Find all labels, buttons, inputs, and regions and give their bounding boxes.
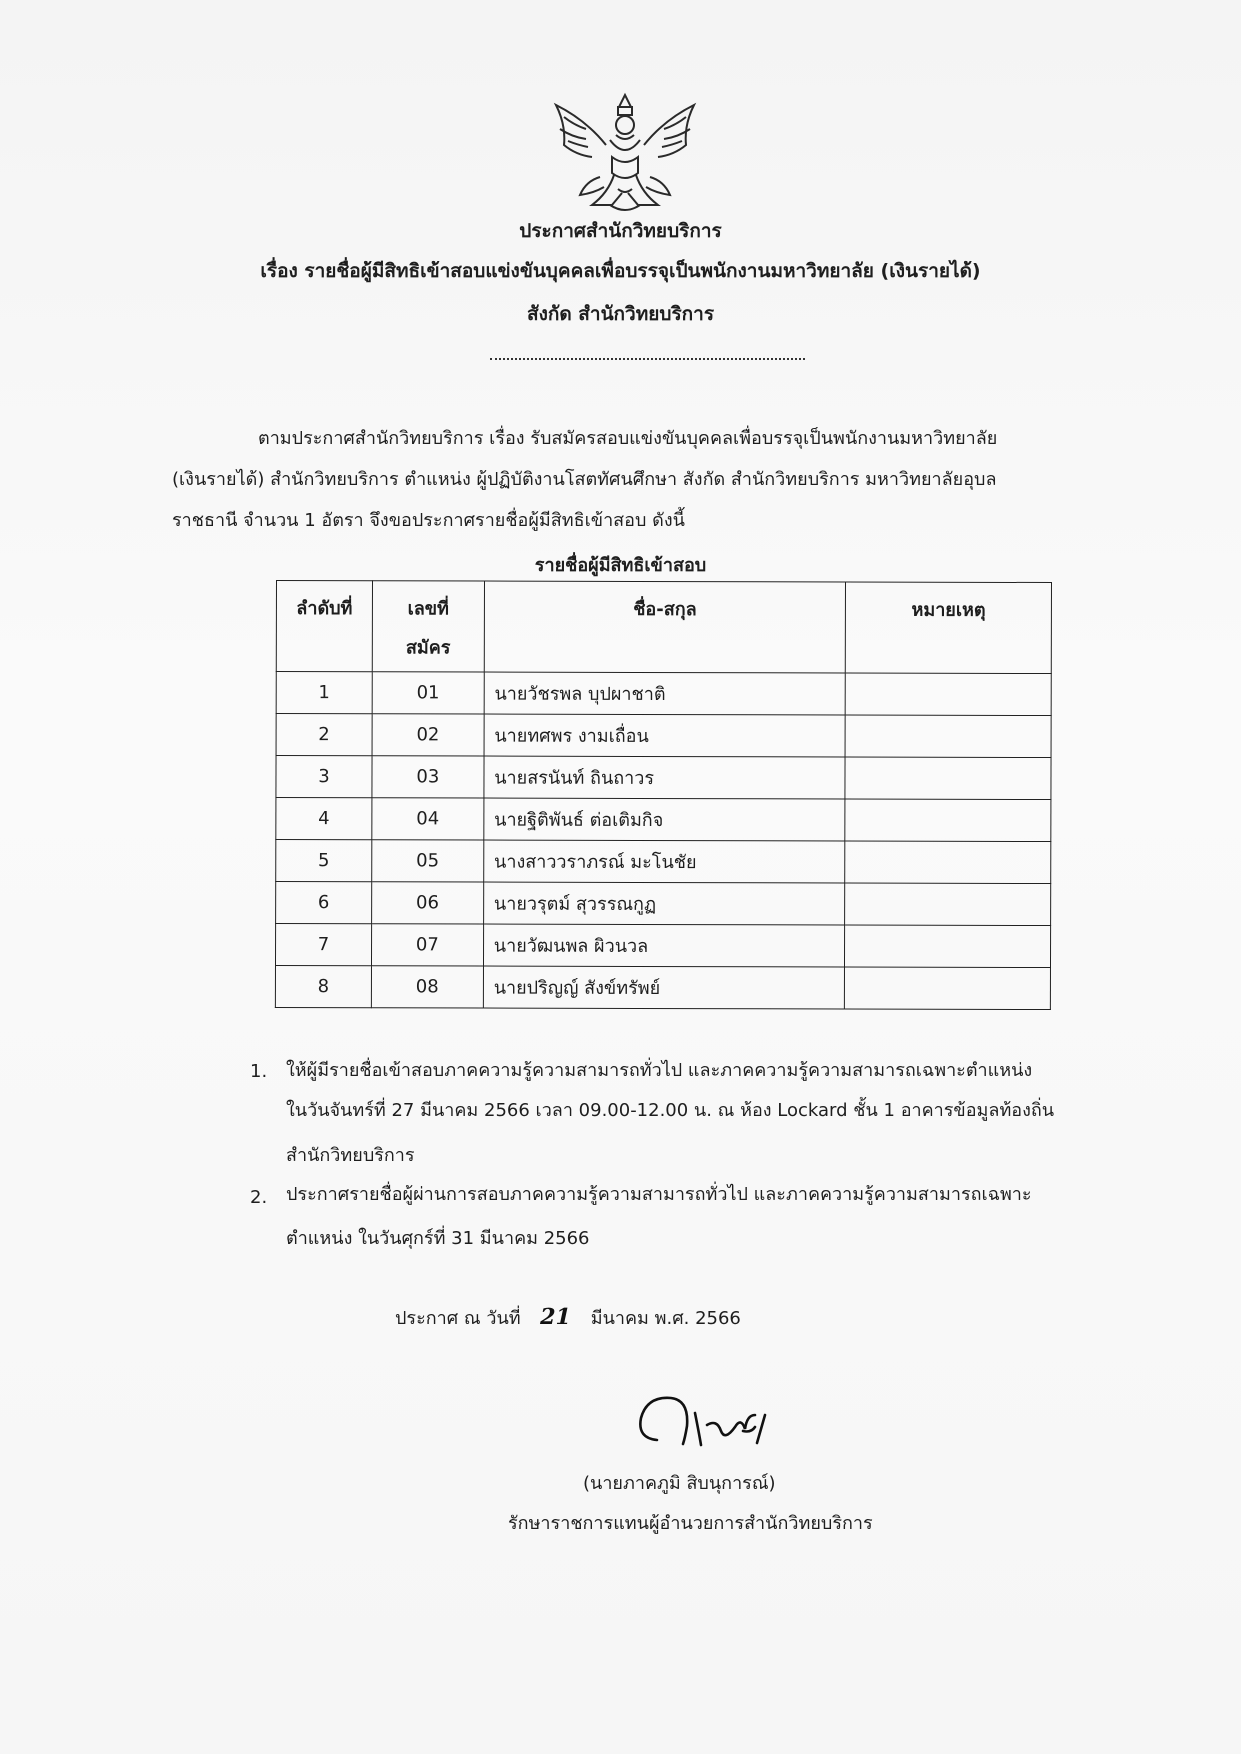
intro-line-1: ตามประกาศสำนักวิทยบริการ เรื่อง รับสมัครสอบแข่งขันบุคคลเพื่อบรรจุเป็นพนักงานมหาวิทยาลัย — [258, 428, 998, 449]
cell-name: นายฐิติพันธ์ ต่อเติมกิจ — [484, 798, 846, 841]
signature-icon — [625, 1385, 785, 1460]
header-application-number — [372, 581, 484, 672]
cell-remark — [845, 673, 1051, 716]
cell-remark — [845, 841, 1051, 884]
candidate-table — [275, 580, 1052, 1010]
cell-name: นายปริญญ์ สังข์ทรัพย์ — [483, 966, 845, 1009]
header-remark: หมายเหตุ — [845, 582, 1051, 674]
note-2-line-2: ตำแหน่ง ในวันศุกร์ที่ 31 มีนาคม 2566 — [286, 1228, 590, 1249]
cell-name: นายทศพร งามเถื่อน — [484, 714, 846, 757]
table-row — [275, 924, 1050, 968]
note-1-line-3: สำนักวิทยบริการ — [286, 1145, 415, 1166]
cell-remark — [845, 715, 1051, 758]
table-row — [276, 714, 1051, 758]
note-2-line-1: ประกาศรายชื่อผู้ผ่านการสอบภาคความรู้ความสามารถทั่วไป และภาคความรู้ความสามารถเฉพาะ — [286, 1184, 1032, 1205]
cell-order: 4 — [276, 798, 372, 840]
cell-name: นายวัชรพล บุปผาชาติ — [484, 672, 846, 715]
table-row — [276, 840, 1051, 884]
cell-order: 5 — [276, 840, 372, 882]
cell-remark — [845, 967, 1051, 1010]
note-2-number: 2. — [250, 1187, 268, 1208]
header-name: ชื่อ-สกุล — [484, 581, 846, 673]
cell-remark — [845, 799, 1051, 842]
header-order: ลำดับที่ — [276, 581, 372, 672]
issued-date-day: 21 — [537, 1304, 574, 1330]
issued-date-prefix: ประกาศ ณ วันที่ — [395, 1308, 521, 1329]
table-row — [276, 798, 1051, 842]
cell-order: 7 — [275, 924, 371, 966]
cell-name: นายสรนันท์ ถินถาวร — [484, 756, 846, 799]
dotted-divider — [490, 358, 805, 360]
cell-remark — [845, 883, 1051, 926]
cell-order: 3 — [276, 756, 372, 798]
issued-date — [395, 1303, 741, 1332]
cell-order: 6 — [276, 882, 372, 924]
announcement-subject: เรื่อง รายชื่อผู้มีสิทธิเข้าสอบแข่งขันบุคคลเพื่อบรรจุเป็นพนักงานมหาวิทยาลัย (เงินรายได้) — [260, 260, 981, 282]
table-header-row — [276, 581, 1051, 674]
note-1-number: 1. — [250, 1061, 268, 1082]
announcement-title: ประกาศสำนักวิทยบริการ — [519, 220, 722, 242]
header-application-number-line2: สมัคร — [405, 637, 451, 659]
cell-application-number: 01 — [372, 672, 484, 714]
intro-line-3: ราชธานี จำนวน 1 อัตรา จึงขอประกาศรายชื่อผู้มีสิทธิเข้าสอบ ดังนี้ — [172, 510, 685, 531]
cell-application-number: 02 — [372, 714, 484, 756]
cell-order: 1 — [276, 672, 372, 714]
cell-order: 2 — [276, 714, 372, 756]
intro-line-2: (เงินรายได้) สำนักวิทยบริการ ตำแหน่ง ผู้ปฏิบัติงานโสตทัศนศึกษา สังกัด สำนักวิทยบริการ มหาวิทยาลัยอุบล — [172, 469, 997, 490]
garuda-emblem-icon — [540, 85, 710, 220]
table-caption: รายชื่อผู้มีสิทธิเข้าสอบ — [534, 555, 707, 576]
header-application-number-line1: เลขที่ — [407, 598, 449, 620]
signer-name: (นายภาคภูมิ สิบนุการณ์) — [583, 1473, 776, 1494]
table-row — [276, 882, 1051, 926]
cell-name: นายวรุตม์ สุวรรณกูฏ — [483, 882, 845, 925]
issued-date-suffix: มีนาคม พ.ศ. 2566 — [590, 1308, 741, 1329]
table-row — [275, 966, 1050, 1010]
cell-remark — [845, 757, 1051, 800]
cell-application-number: 08 — [371, 966, 483, 1008]
note-1-line-1: ให้ผู้มีรายชื่อเข้าสอบภาคความรู้ความสามารถทั่วไป และภาคความรู้ความสามารถเฉพาะตำแหน่ง — [286, 1060, 1033, 1081]
cell-remark — [845, 925, 1051, 968]
cell-order: 8 — [275, 966, 371, 1008]
cell-application-number: 03 — [372, 756, 484, 798]
announcement-affiliation: สังกัด สำนักวิทยบริการ — [526, 303, 715, 325]
cell-application-number: 05 — [372, 840, 484, 882]
table-row — [276, 672, 1051, 716]
note-1-line-2: ในวันจันทร์ที่ 27 มีนาคม 2566 เวลา 09.00-12.00 น. ณ ห้อง Lockard ชั้น 1 อาคารข้อมูลท้องถิ่น — [286, 1100, 1055, 1121]
cell-application-number: 06 — [372, 882, 484, 924]
cell-application-number: 07 — [371, 924, 483, 966]
cell-name: นายวัฒนพล ผิวนวล — [483, 924, 845, 967]
cell-name: นางสาววราภรณ์ มะโนชัย — [483, 840, 845, 883]
table-row — [276, 756, 1051, 800]
signer-position: รักษาราชการแทนผู้อำนวยการสำนักวิทยบริการ — [508, 1513, 873, 1534]
cell-application-number: 04 — [372, 798, 484, 840]
